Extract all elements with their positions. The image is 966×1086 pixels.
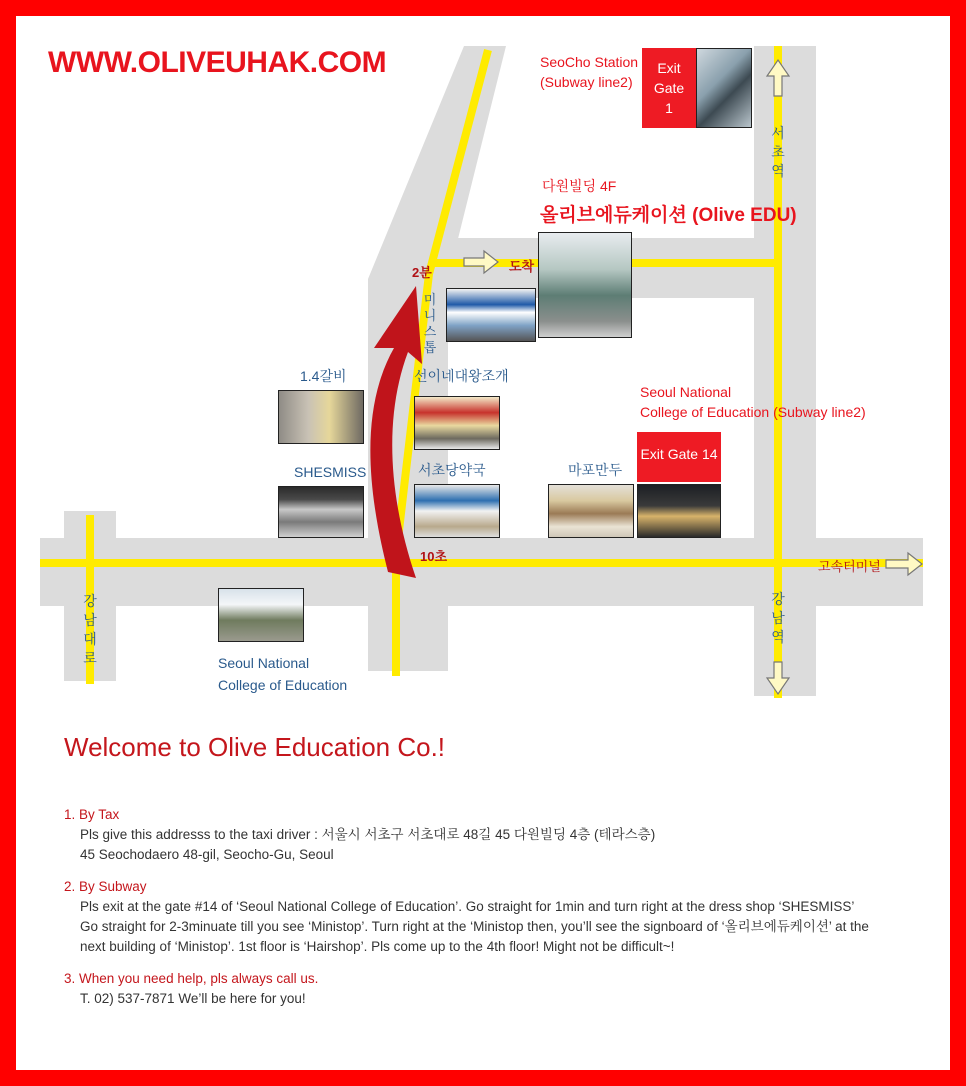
time-10sec-label: 10초 [420,549,448,564]
mapo-mandu-photo [548,484,634,538]
arrival-label: 도착 [509,259,535,274]
time-2min-label: 2분 [412,265,432,280]
exit-gate-1-photo [696,48,752,128]
gangnam-daero-vertical-label: 강남대로 [83,593,97,666]
taxi-line-1: Pls give this addresss to the taxi driver : 서울시 서초구 서초대로 48길 45 다원빌딩 4층 (테라스층) [80,827,656,842]
taxi-heading: 1. By Tax [64,807,120,822]
exit-gate-14-photo [637,484,721,538]
exit-gate-1-line1: Exit [657,60,681,76]
snue-campus-label: Seoul National College of Education [218,655,348,693]
pharmacy-label: 서초당약국 [418,462,486,478]
spacer [64,865,924,877]
gangnam-station-vertical-label: 강남역 [771,591,785,645]
subway-line-3: next building of ‘Ministop’. 1st floor is ‘Hairshop’. Pls come up to the 4th floor! Might not be difficult~! [80,939,675,954]
welcome-heading: Welcome to Olive Education Co.! [64,732,446,762]
ministop-vertical-label: 미니스톱 [423,292,437,355]
olive-building-photo [538,232,632,338]
seocho-station-vertical-label: 서초역 [771,125,785,179]
pharmacy-photo [414,484,500,538]
shesmiss-photo [278,486,364,538]
exit-gate-1-line2: Gate [653,80,685,96]
directions-info [64,805,924,1009]
exit-gate-1-line3: 1 [665,100,673,116]
clam-restaurant-label: 선이네대왕조개 [414,368,509,384]
exit-gate-14-box: Exit Gate 14 [637,432,721,482]
help-phone-line[interactable]: T. 02) 537-7871 We’ll be here for you! [80,991,306,1006]
galbi-label: 1.4갈비 [300,368,347,384]
subway-heading: 2. By Subway [64,879,147,894]
spacer [64,957,924,969]
shesmiss-label: SHESMISS [294,464,367,480]
subway-line-2: Go straight for 2-3minuate till you see ‘Ministop’. Turn right at the ‘Ministop then, you’ll see the signboard of ‘올리브에듀케이션’ at the [80,919,869,934]
mapo-mandu-label: 마포만두 [568,462,623,478]
snue-station-label: Seoul National College of Education (Subway line2) [640,384,866,420]
building-floor-label: 다원빌딩 4F [542,178,617,194]
taxi-line-2: 45 Seochodaero 48-gil, Seocho-Gu, Seoul [80,847,334,862]
subway-line-1: Pls exit at the gate #14 of ‘Seoul National College of Education’. Go straight for 1min and turn right at the dress shop ‘SHESMISS’ [80,899,855,914]
academy-name-label: 올리브에듀케이션 (Olive EDU) [540,205,797,226]
clam-restaurant-photo [414,396,500,450]
galbi-photo [278,390,364,444]
bus-terminal-label: 고속터미널 [818,559,881,574]
snue-campus-photo [218,588,304,642]
seocho-station-label: SeoCho Station (Subway line2) [540,54,639,90]
exit-gate-1-box [642,48,696,128]
ministop-photo [446,288,536,342]
help-heading: 3. When you need help, pls always call us. [64,971,319,986]
site-url[interactable]: WWW.OLIVEUHAK.COM [48,46,387,79]
